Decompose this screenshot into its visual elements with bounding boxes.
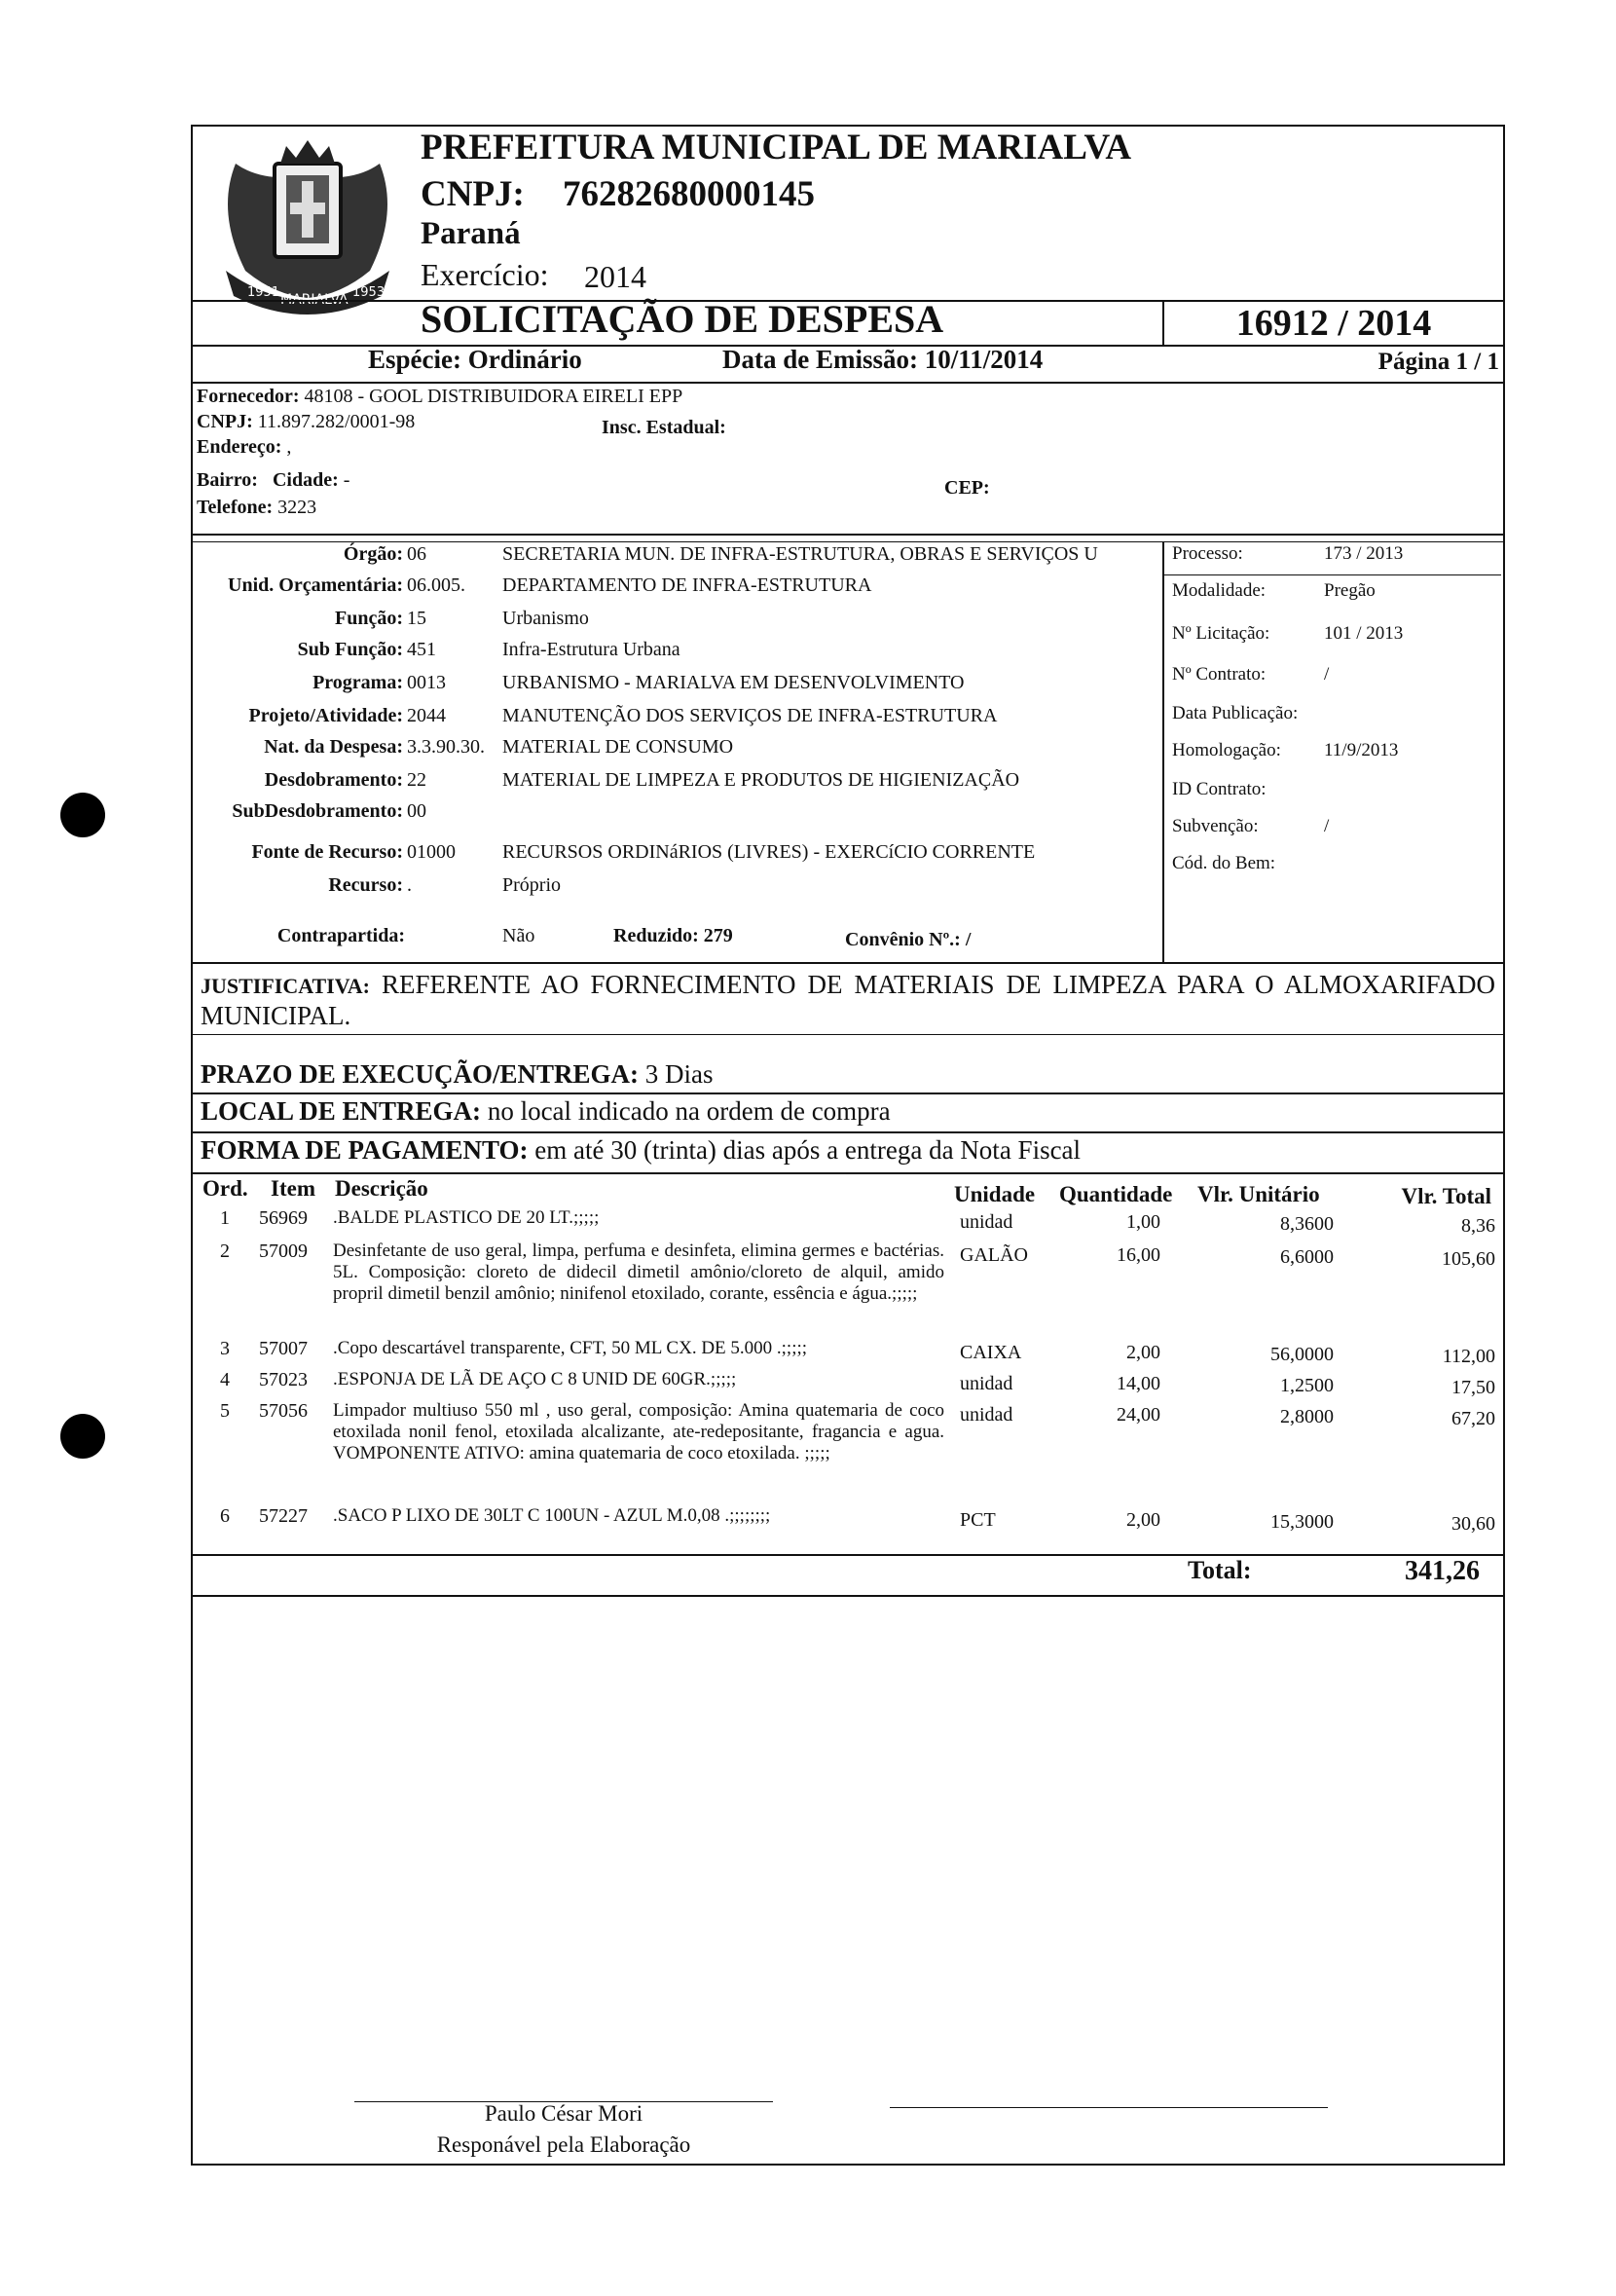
item-unit-price: 2,8000	[1280, 1406, 1334, 1427]
species: Espécie: Ordinário	[368, 345, 582, 374]
process-row-value: Pregão	[1324, 580, 1376, 601]
col-ord: Ord.	[202, 1176, 248, 1201]
budget-row-label: Sub Função:	[297, 639, 403, 660]
budget-row	[191, 639, 1160, 668]
deadline-value: 3 Dias	[644, 1059, 714, 1089]
delivery-value: no local indicado na ordem de compra	[487, 1096, 891, 1126]
col-total: Vlr. Total	[1401, 1184, 1491, 1208]
item-ord: 1	[220, 1207, 230, 1229]
budget-row-code: 00	[407, 800, 426, 822]
item-total: 112,00	[1442, 1346, 1495, 1367]
budget-row-description: Infra-Estrutura Urbana	[502, 639, 680, 660]
justification-text: REFERENTE AO FORNECIMENTO DE MATERIAIS DE LIMPEZA PARA O ALMOXARIFADO MUNICIPAL.	[201, 970, 1496, 1030]
budget-row	[191, 841, 1160, 870]
item-ord: 4	[220, 1369, 230, 1390]
budget-row	[191, 705, 1160, 734]
item-unit-price: 15,3000	[1270, 1511, 1334, 1533]
issue-date: Data de Emissão: 10/11/2014	[722, 345, 1044, 374]
col-qty: Quantidade	[1059, 1182, 1173, 1206]
process-row-value: 101 / 2013	[1324, 623, 1404, 644]
item-ord: 5	[220, 1400, 230, 1422]
budget-row	[191, 800, 1160, 830]
item-qty: 2,00	[1126, 1509, 1160, 1531]
budget-row-label: Unid. Orçamentária:	[228, 574, 403, 596]
rule	[191, 962, 1505, 964]
item-description: .ESPONJA DE LÃ DE AÇO C 8 UNID DE 60GR.;;;;;	[333, 1369, 737, 1389]
justification	[201, 970, 1495, 1030]
col-unit: Unidade	[954, 1182, 1036, 1206]
rule	[191, 1595, 1505, 1597]
rule	[191, 1131, 1505, 1133]
budget-row-description: URBANISMO - MARIALVA EM DESENVOLVIMENTO	[502, 672, 965, 693]
svg-text:1953: 1953	[352, 285, 386, 300]
document-number: 16912 / 2014	[1235, 303, 1432, 344]
supplier-phone	[197, 497, 316, 519]
item-code: 57009	[259, 1241, 308, 1262]
municipal-seal	[206, 125, 409, 315]
terms-payment	[201, 1135, 1081, 1166]
item-unit: unidad	[960, 1404, 1013, 1426]
supplier-line	[197, 386, 682, 408]
delivery-label: LOCAL DE ENTREGA:	[201, 1096, 482, 1126]
item-unit: PCT	[960, 1509, 996, 1531]
budget-row-label: Fonte de Recurso:	[251, 841, 403, 863]
item-unit: unidad	[960, 1211, 1013, 1233]
item-code: 57056	[259, 1400, 308, 1422]
item-code: 57023	[259, 1369, 308, 1390]
budget-row	[191, 574, 1160, 604]
item-qty: 2,00	[1126, 1342, 1160, 1363]
city-label: Cidade:	[272, 469, 339, 491]
insc-estadual-label: Insc. Estadual:	[602, 417, 726, 438]
org-name: PREFEITURA MUNICIPAL DE MARIALVA	[421, 128, 1132, 167]
item-unit-price: 6,6000	[1280, 1246, 1334, 1268]
budget-row-code: 0013	[407, 672, 446, 693]
phone-label: Telefone:	[197, 497, 274, 518]
process-row-label: Modalidade:	[1172, 580, 1267, 601]
convenio: Convênio Nº.: /	[845, 929, 972, 950]
item-total: 30,60	[1451, 1513, 1495, 1535]
item-unit-price: 1,2500	[1280, 1375, 1334, 1396]
item-unit: CAIXA	[960, 1342, 1022, 1363]
supplier-cnpj-value: 11.897.282/0001-98	[257, 411, 416, 432]
item-qty: 24,00	[1117, 1404, 1160, 1426]
process-row-value: /	[1324, 664, 1330, 685]
budget-row	[191, 736, 1160, 765]
process-section	[1166, 541, 1501, 882]
rule	[1162, 541, 1164, 962]
signer-name: Paulo César Mori	[484, 2101, 643, 2126]
item-qty: 16,00	[1117, 1244, 1160, 1266]
item-unit: GALÃO	[960, 1244, 1028, 1266]
process-row-label: Nº Contrato:	[1172, 664, 1267, 685]
budget-row-code: 2044	[407, 705, 446, 726]
budget-row-description: DEPARTAMENTO DE INFRA-ESTRUTURA	[502, 574, 872, 596]
item-ord: 2	[220, 1241, 230, 1262]
budget-row-description: RECURSOS ORDINáRIOS (LIVRES) - EXERCíCIO CORRENTE	[502, 841, 1036, 863]
budget-row-code: 01000	[407, 841, 456, 863]
budget-row-code: 3.3.90.30.	[407, 736, 485, 758]
terms-delivery	[201, 1096, 891, 1127]
budget-row-label: Nat. da Despesa:	[264, 736, 403, 758]
budget-row	[191, 543, 1160, 573]
budget-row-label: Projeto/Atividade:	[248, 705, 403, 726]
city-value: -	[343, 469, 350, 491]
item-description: Desinfetante de uso geral, limpa, perfuma e desinfeta, elimina germes e bactérias. 5L. Composição: cloreto de didecil dimetil amônio/cloreto de alquil, amido propril dimetil benzil amônio; ninifenol etoxilado, corante, essência e água.;;;;;	[333, 1241, 944, 1304]
rule	[1162, 574, 1501, 575]
org-state: Paraná	[421, 216, 521, 251]
item-description: Limpador multiuso 550 ml , uso geral, composição: Amina quatemaria de coco etoxilada nonil fenol, etoxilada alcalizante, ate-redepositante, fragancia e agua. VOMPONENTE ATIVO: amina quatemaria de coco etoxilada. ;;;;;	[333, 1400, 944, 1463]
item-unit-price: 56,0000	[1270, 1344, 1334, 1365]
process-row-label: Cód. do Bem:	[1172, 853, 1276, 873]
item-ord: 6	[220, 1505, 230, 1527]
item-code: 57227	[259, 1505, 308, 1527]
justification-label: JUSTIFICATIVA:	[201, 974, 371, 998]
col-item: Item	[271, 1176, 315, 1201]
contrapartida-label: Contrapartida:	[276, 925, 405, 946]
signature-line-2	[890, 2107, 1328, 2108]
budget-row-description: Próprio	[502, 874, 561, 896]
rule	[191, 534, 1505, 536]
supplier-address	[197, 436, 291, 459]
payment-value: em até 30 (trinta) dias após a entrega da Nota Fiscal	[534, 1135, 1082, 1165]
rule	[191, 1092, 1505, 1094]
budget-row-label: Função:	[335, 608, 403, 629]
budget-row-description: Urbanismo	[502, 608, 589, 629]
supplier-label: Fornecedor:	[197, 386, 300, 407]
budget-row-description: MANUTENÇÃO DOS SERVIÇOS DE INFRA-ESTRUTURA	[502, 705, 998, 726]
budget-row-label: Programa:	[312, 672, 403, 693]
phone-value: 3223	[277, 497, 317, 518]
item-ord: 3	[220, 1338, 230, 1359]
deadline-label: PRAZO DE EXECUÇÃO/ENTREGA:	[201, 1059, 640, 1089]
budget-row	[191, 672, 1160, 701]
item-description: .SACO P LIXO DE 30LT C 100UN - AZUL M.0,08 .;;;;;;;;	[333, 1505, 771, 1526]
payment-label: FORMA DE PAGAMENTO:	[201, 1135, 529, 1165]
total-label: Total:	[1188, 1556, 1252, 1584]
budget-row-code: .	[407, 874, 412, 896]
item-qty: 14,00	[1117, 1373, 1160, 1394]
terms-deadline	[201, 1059, 714, 1090]
rule	[191, 382, 1505, 384]
punch-hole-bottom	[60, 1414, 105, 1459]
budget-row-label: Desdobramento:	[264, 769, 403, 791]
rule	[191, 1554, 1505, 1556]
item-description: .Copo descartável transparente, CFT, 50 ML CX. DE 5.000 .;;;;;	[333, 1338, 808, 1358]
org-cnpj-value: 76282680000145	[563, 174, 815, 214]
district-label: Bairro:	[197, 469, 258, 491]
item-code: 57007	[259, 1338, 308, 1359]
budget-row-code: 15	[407, 608, 426, 629]
process-row-value: 11/9/2013	[1324, 740, 1399, 760]
item-total: 17,50	[1451, 1377, 1495, 1398]
process-row-value: 173 / 2013	[1324, 543, 1404, 564]
budget-row-description: MATERIAL DE LIMPEZA E PRODUTOS DE HIGIENIZAÇÃO	[502, 769, 1020, 791]
process-row-label: Subvenção:	[1172, 816, 1259, 836]
contrapartida-value: Não	[502, 925, 535, 946]
budget-row-label: SubDesdobramento:	[232, 800, 403, 822]
supplier-district	[197, 469, 349, 492]
item-code: 56969	[259, 1207, 308, 1229]
org-cnpj-label: CNPJ:	[421, 174, 525, 214]
supplier-cnpj	[197, 411, 415, 433]
cep-label: CEP:	[944, 477, 990, 499]
item-unit: unidad	[960, 1373, 1013, 1394]
svg-text:1951: 1951	[247, 285, 280, 300]
budget-row-code: 22	[407, 769, 426, 791]
signer-role: Responável pela Elaboração	[436, 2132, 691, 2157]
budget-row	[191, 769, 1160, 798]
process-row-value: /	[1324, 816, 1330, 836]
item-description: .BALDE PLASTICO DE 20 LT.;;;;;	[333, 1207, 600, 1228]
budget-row-label: Recurso:	[328, 874, 403, 896]
item-total: 67,20	[1451, 1408, 1495, 1429]
process-row-label: Processo:	[1172, 543, 1243, 564]
item-total: 105,60	[1442, 1248, 1495, 1270]
item-unit-price: 8,3600	[1280, 1213, 1334, 1235]
punch-hole-top	[60, 793, 105, 837]
item-total: 8,36	[1461, 1215, 1495, 1237]
address-value: ,	[286, 436, 292, 458]
reduzido: Reduzido: 279	[613, 925, 733, 946]
svg-text:MARIALVA: MARIALVA	[280, 292, 349, 308]
budget-row-code: 06	[407, 543, 426, 565]
col-desc: Descrição	[335, 1176, 428, 1201]
exercise-value: 2014	[584, 259, 646, 294]
supplier-value: 48108 - GOOL DISTRIBUIDORA EIRELI EPP	[304, 386, 683, 407]
rule	[191, 1034, 1505, 1035]
budget-row	[191, 874, 1160, 904]
address-label: Endereço:	[197, 436, 282, 458]
total-value: 341,26	[1405, 1556, 1480, 1586]
exercise-label: Exercício:	[421, 257, 549, 292]
rule	[191, 1172, 1505, 1174]
process-row-label: Nº Licitação:	[1172, 623, 1270, 644]
item-qty: 1,00	[1126, 1211, 1160, 1233]
budget-row-description: SECRETARIA MUN. DE INFRA-ESTRUTURA, OBRAS E SERVIÇOS U	[502, 543, 1098, 565]
document-title: SOLICITAÇÃO DE DESPESA	[421, 297, 944, 341]
coat-of-arms-icon	[206, 125, 409, 315]
page-number: Página 1 / 1	[1377, 349, 1499, 375]
col-unit-price: Vlr. Unitário	[1197, 1182, 1320, 1206]
budget-row-code: 06.005.	[407, 574, 465, 596]
budget-row	[191, 608, 1160, 637]
process-row-label: Homologação:	[1172, 740, 1281, 760]
budget-row-description: MATERIAL DE CONSUMO	[502, 736, 734, 758]
budget-row-label: Órgão:	[343, 543, 403, 565]
process-row-label: Data Publicação:	[1172, 703, 1299, 723]
supplier-cnpj-label: CNPJ:	[197, 411, 253, 432]
process-row-label: ID Contrato:	[1172, 779, 1267, 799]
budget-section	[191, 541, 1160, 962]
budget-row-code: 451	[407, 639, 436, 660]
